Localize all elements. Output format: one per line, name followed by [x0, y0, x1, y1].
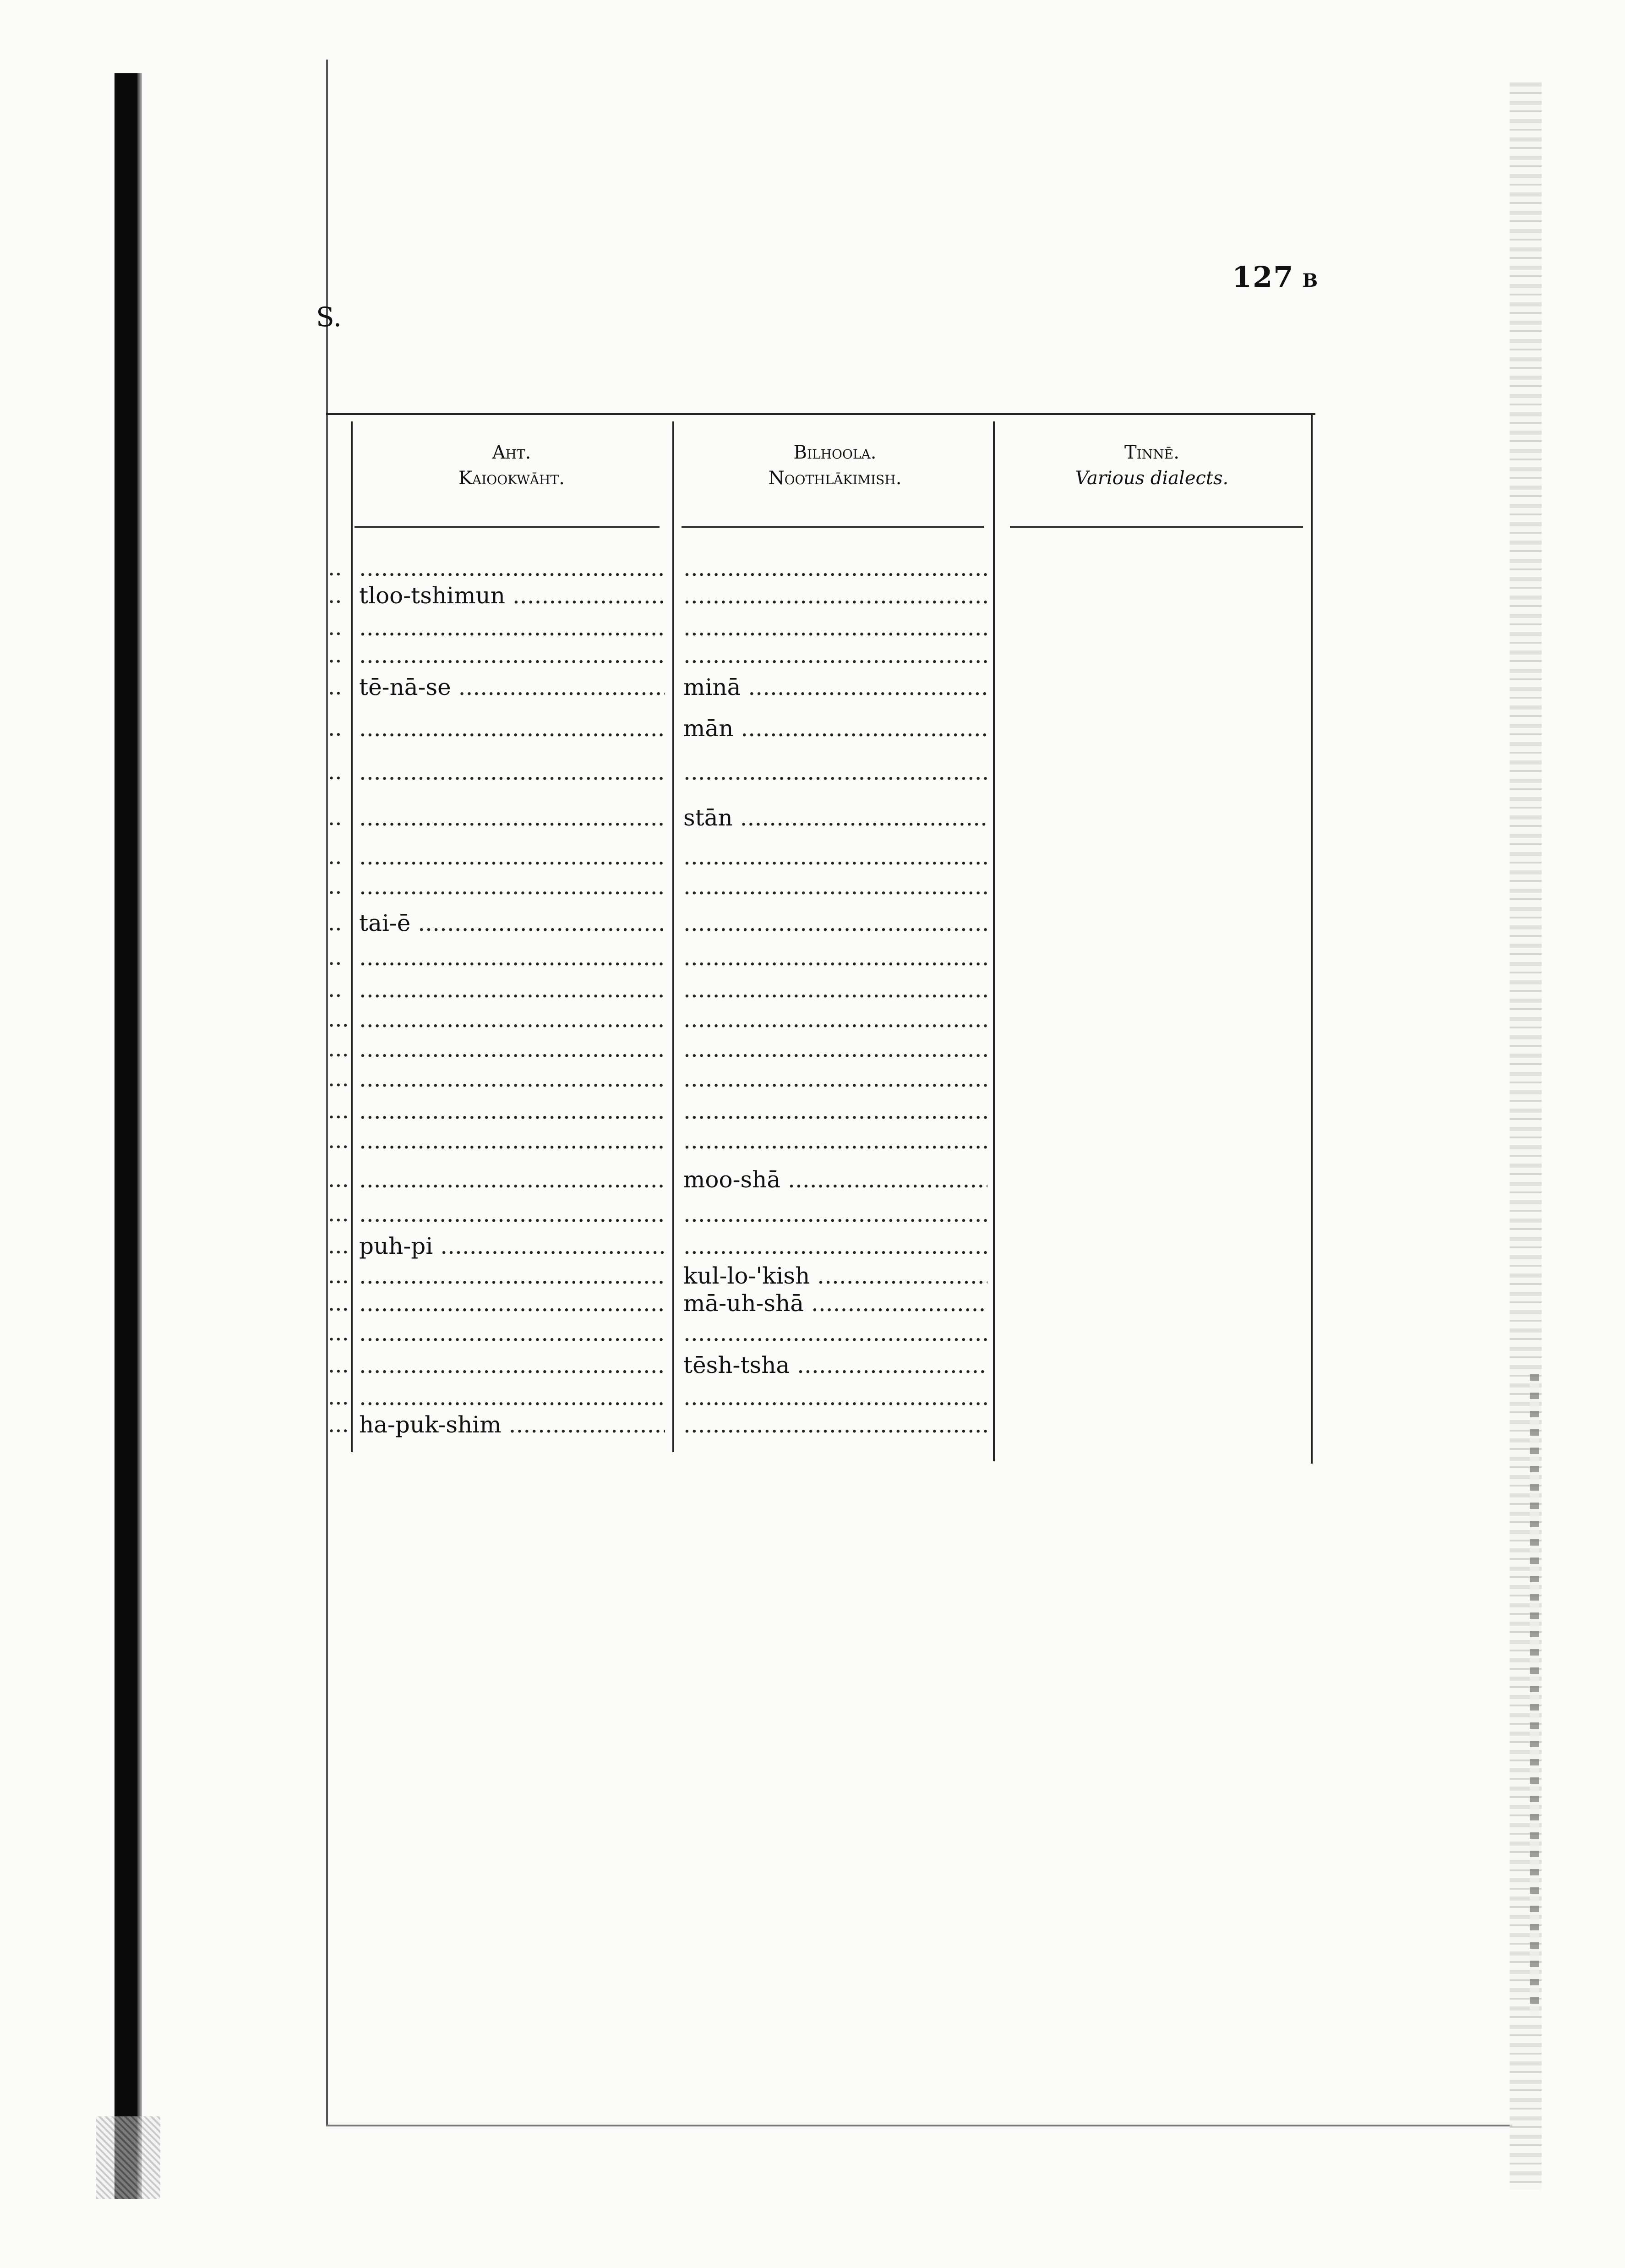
bilhoola-cell — [683, 1127, 987, 1154]
bilhoola-cell: moo-shā ..... — [683, 1166, 987, 1193]
bilhoola-cell — [683, 1411, 987, 1438]
bilhoola-cell: stān ..... — [683, 804, 987, 831]
table-row — [0, 715, 1625, 742]
aht-cell — [359, 1097, 665, 1125]
aht-cell — [359, 1383, 665, 1411]
bilhoola-cell — [683, 843, 987, 870]
aht-cell: tloo-tshimun ..... — [359, 582, 665, 609]
running-head: S. — [316, 301, 342, 333]
row-leader-dots: .. — [328, 945, 342, 970]
bilhoola-cell — [683, 554, 987, 582]
row-leader-dots: ... — [328, 1233, 349, 1259]
gutter-line — [326, 60, 328, 2126]
page-number-suffix: B — [1302, 270, 1319, 291]
table-row — [0, 1166, 1625, 1193]
aht-cell — [359, 944, 665, 971]
aht-cell: puh-pi ..... — [359, 1232, 665, 1260]
row-leader-dots: ... — [328, 1098, 349, 1124]
aht-cell — [359, 1200, 665, 1228]
bottom-rule — [326, 2125, 1512, 2126]
bilhoola-cell: kul-lo-'kish ..... — [683, 1262, 987, 1290]
page-corner-shadow — [96, 2116, 160, 2199]
row-leader-dots: ... — [328, 1201, 349, 1227]
row-leader-dots: .. — [328, 555, 342, 581]
aht-cell — [359, 715, 665, 742]
table-row — [0, 909, 1625, 937]
aht-cell: tē-nā-se ..... — [359, 673, 665, 701]
table-row — [0, 1383, 1625, 1411]
header-underline — [682, 526, 984, 528]
row-leader-dots: .. — [328, 805, 342, 831]
row-leader-dots: ... — [328, 1128, 349, 1153]
aht-cell — [359, 1006, 665, 1033]
aht-cell — [359, 554, 665, 582]
table-row — [0, 873, 1625, 900]
column-header-line1: Tinnē. — [1124, 442, 1179, 463]
bilhoola-cell: minā ..... — [683, 673, 987, 701]
aht-cell — [359, 804, 665, 831]
table-row — [0, 673, 1625, 701]
bilhoola-cell: mān ..... — [683, 715, 987, 742]
table-row — [0, 1097, 1625, 1125]
row-leader-dots: ... — [328, 1006, 349, 1032]
aht-cell — [359, 976, 665, 1003]
table-row — [0, 1351, 1625, 1379]
row-leader-dots: ... — [328, 1036, 349, 1062]
table-row — [0, 1200, 1625, 1228]
aht-cell — [359, 1035, 665, 1063]
table-row — [0, 1290, 1625, 1317]
aht-cell: tai-ē ..... — [359, 909, 665, 937]
aht-cell — [359, 614, 665, 641]
table-row — [0, 758, 1625, 786]
row-leader-dots: .. — [328, 977, 342, 1002]
row-leader-dots: .. — [328, 874, 342, 899]
bilhoola-cell — [683, 1097, 987, 1125]
column-header-line2: Kaiookwāht. — [458, 468, 565, 489]
row-leader-dots: .. — [328, 910, 342, 936]
aht-cell — [359, 1065, 665, 1093]
column-header-line1: Bilhoola. — [793, 442, 877, 463]
aht-cell — [359, 1262, 665, 1290]
bilhoola-cell — [683, 1006, 987, 1033]
row-leader-dots: .. — [328, 716, 342, 741]
table-row — [0, 1319, 1625, 1347]
column-header-tinne — [998, 440, 1305, 491]
table-row — [0, 976, 1625, 1003]
row-leader-dots: ... — [328, 1320, 349, 1346]
aht-cell — [359, 1319, 665, 1347]
row-leader-dots: ... — [328, 1263, 349, 1289]
bilhoola-cell — [683, 582, 987, 609]
bilhoola-cell — [683, 641, 987, 669]
row-leader-dots: ... — [328, 1066, 349, 1092]
column-header-line1: Aht. — [492, 442, 531, 463]
aht-cell — [359, 1290, 665, 1317]
table-row — [0, 582, 1625, 609]
header-underline — [354, 526, 660, 528]
column-header-bilhoola — [677, 440, 993, 491]
column-header-aht — [354, 440, 670, 491]
row-leader-dots: ... — [328, 1384, 349, 1410]
bilhoola-cell: tēsh-tsha ..... — [683, 1351, 987, 1379]
aht-cell — [359, 641, 665, 669]
bilhoola-cell — [683, 909, 987, 937]
table-row — [0, 1232, 1625, 1260]
aht-cell — [359, 1127, 665, 1154]
bilhoola-cell — [683, 873, 987, 900]
row-leader-dots: ... — [328, 1167, 349, 1192]
table-top-rule — [326, 413, 1315, 415]
table-row — [0, 554, 1625, 582]
aht-cell — [359, 843, 665, 870]
aht-cell: ha-puk-shim ..... — [359, 1411, 665, 1438]
column-header-line2: Noothlākimish. — [768, 468, 902, 489]
table-row — [0, 1065, 1625, 1093]
bilhoola-cell — [683, 1232, 987, 1260]
row-leader-dots: .. — [328, 583, 342, 608]
row-leader-dots: ... — [328, 1412, 349, 1437]
row-leader-dots: ... — [328, 1290, 349, 1316]
header-underline — [1010, 526, 1303, 528]
bilhoola-cell — [683, 976, 987, 1003]
table-row — [0, 1411, 1625, 1438]
bilhoola-cell — [683, 758, 987, 786]
table-row — [0, 1127, 1625, 1154]
row-leader-dots: .. — [328, 844, 342, 869]
row-leader-dots: ... — [328, 1352, 349, 1378]
bilhoola-cell — [683, 614, 987, 641]
bilhoola-cell — [683, 1383, 987, 1411]
aht-cell — [359, 758, 665, 786]
table-row — [0, 843, 1625, 870]
bilhoola-cell — [683, 1065, 987, 1093]
table-row — [0, 1262, 1625, 1290]
page-edge-dark-marks — [1530, 1374, 1539, 2016]
row-leader-dots: .. — [328, 615, 342, 640]
table-row — [0, 641, 1625, 669]
bilhoola-cell — [683, 1035, 987, 1063]
column-header-line2: Various dialects. — [1075, 468, 1229, 489]
aht-cell — [359, 1351, 665, 1379]
row-leader-dots: .. — [328, 642, 342, 668]
row-leader-dots: .. — [328, 674, 342, 700]
page-number — [1232, 260, 1319, 294]
table-row — [0, 614, 1625, 641]
table-row — [0, 944, 1625, 971]
aht-cell — [359, 1166, 665, 1193]
table-row — [0, 1035, 1625, 1063]
aht-cell — [359, 873, 665, 900]
page-number-value: 127 — [1232, 260, 1294, 294]
row-leader-dots: .. — [328, 759, 342, 785]
bilhoola-cell: mā-uh-shā ..... — [683, 1290, 987, 1317]
bilhoola-cell — [683, 1319, 987, 1347]
bilhoola-cell — [683, 1200, 987, 1228]
bilhoola-cell — [683, 944, 987, 971]
table-row — [0, 804, 1625, 831]
table-row — [0, 1006, 1625, 1033]
